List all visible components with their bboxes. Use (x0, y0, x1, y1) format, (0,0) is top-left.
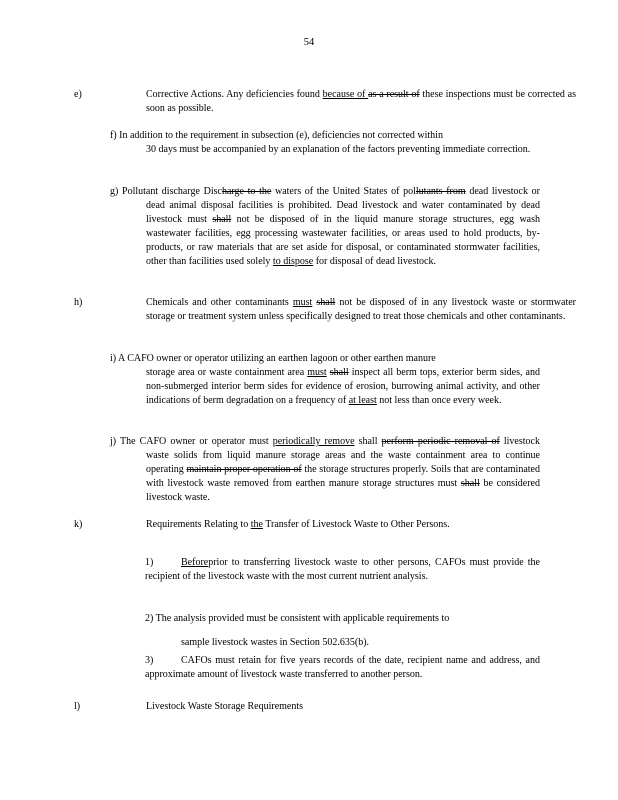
paragraph-i: i) A CAFO owner or operator utilizing an earthen lagoon or other earthen manure storage area or waste containment area must shall inspect all berm tops, exterior berm sides, and non-submerged interior berm sides for evidence of erosion, burrowing animal activity, and other indications of berm degradation on a frequency of at least not less than once every week. (110, 353, 540, 406)
page-number: 54 (303, 37, 315, 48)
label-k3: 3) (145, 655, 154, 666)
deleted-text: shall (460, 478, 480, 489)
deleted-text: perform periodic removal of (381, 436, 500, 447)
paragraph-j: j) The CAFO owner or operator must periodically remove shall perform periodic removal of livestock waste solids from liquid manure storage areas and the waste containment area to continue operating maintain proper operation of the storage structures properly. Soils that are contaminated with livestock waste removed from earthen manure storage structures must shall be considered livestock waste. (110, 436, 540, 503)
paragraph-f-first-line: f) In addition to the requirement in subsection (e), deficiencies not corrected within (110, 130, 443, 141)
paragraph-k: k) Requirements Relating to the Transfer of Livestock Waste to Other Persons. (74, 519, 450, 530)
inserted-text: because (322, 89, 355, 100)
label-k: k) (74, 519, 83, 530)
deleted-text: harge to the (221, 186, 272, 197)
paragraph-g: g) Pollutant discharge Discharge to the waters of the United States of pollutants from dead livestock or dead animal disposal facilities is prohibited. Dead livestock and water contaminated by dead livestock must shall not be disposed of in the liquid manure storage structures, egg wash wastewater facilities, egg processing wastewater facilities, or areas used to hold products, by-products, or raw materials that are set aside for disposal, or contaminated stormwater facilities, other than facilities used solely to dispose for disposal of dead livestock. (110, 186, 541, 267)
paragraph-f (110, 129, 540, 157)
inserted-text: to dispose (272, 256, 314, 267)
inserted-text: of (357, 89, 366, 100)
inserted-text: at least (348, 395, 377, 406)
label-l: l) (74, 701, 81, 712)
inserted-text: Before (181, 557, 209, 568)
inserted-text: periodically remove (272, 436, 355, 447)
subparagraph-k2-first-line: 2) The analysis provided must be consistent with applicable requirements to (145, 613, 450, 624)
label-k1: 1) (145, 557, 154, 568)
subparagraph-k3: 3) CAFOs must retain for five years records of the date, recipient name and address, and approximate amount of livestock waste transferred to another person. (145, 655, 540, 680)
deleted-text: shall (212, 214, 232, 225)
paragraph-i-first-line: i) A CAFO owner or operator utilizing an earthen lagoon or other earthen manure (110, 353, 436, 364)
paragraph-e: e) Corrective Actions. Any deficiencies found because of as a result of these inspections must be corrected as soon as possible. (74, 89, 576, 114)
deleted-text: shall (329, 367, 349, 378)
label-e: e) (74, 89, 82, 100)
inserted-text: must (307, 367, 327, 378)
deleted-text: shall (316, 297, 336, 308)
paragraph-h: h) Chemicals and other contaminants must shall not be disposed of in any livestock waste or stormwater storage or treatment system unless specifically designed to treat those chemicals and other contaminants. (74, 297, 576, 322)
label-h: h) (74, 297, 83, 308)
deleted-text: as a result of (368, 89, 420, 100)
subparagraph-k2-body: sample livestock wastes in Section 502.635(b). (181, 637, 370, 648)
subparagraph-k1: 1) Beforeprior to transferring livestock waste to other persons, CAFOs must provide the recipient of the livestock waste with the most current nutrient analysis. (145, 557, 540, 582)
inserted-text: must (292, 297, 313, 308)
inserted-text: the (250, 519, 263, 530)
deleted-text: maintain proper operation of (186, 464, 302, 475)
heading-livestock-waste-storage: Livestock Waste Storage Requirements (146, 701, 304, 712)
deleted-text: lutants from (415, 186, 466, 197)
paragraph-l (74, 700, 576, 714)
paragraph-f-body: 30 days must be accompanied by an explanation of the factors preventing immediate correction. (146, 144, 531, 155)
